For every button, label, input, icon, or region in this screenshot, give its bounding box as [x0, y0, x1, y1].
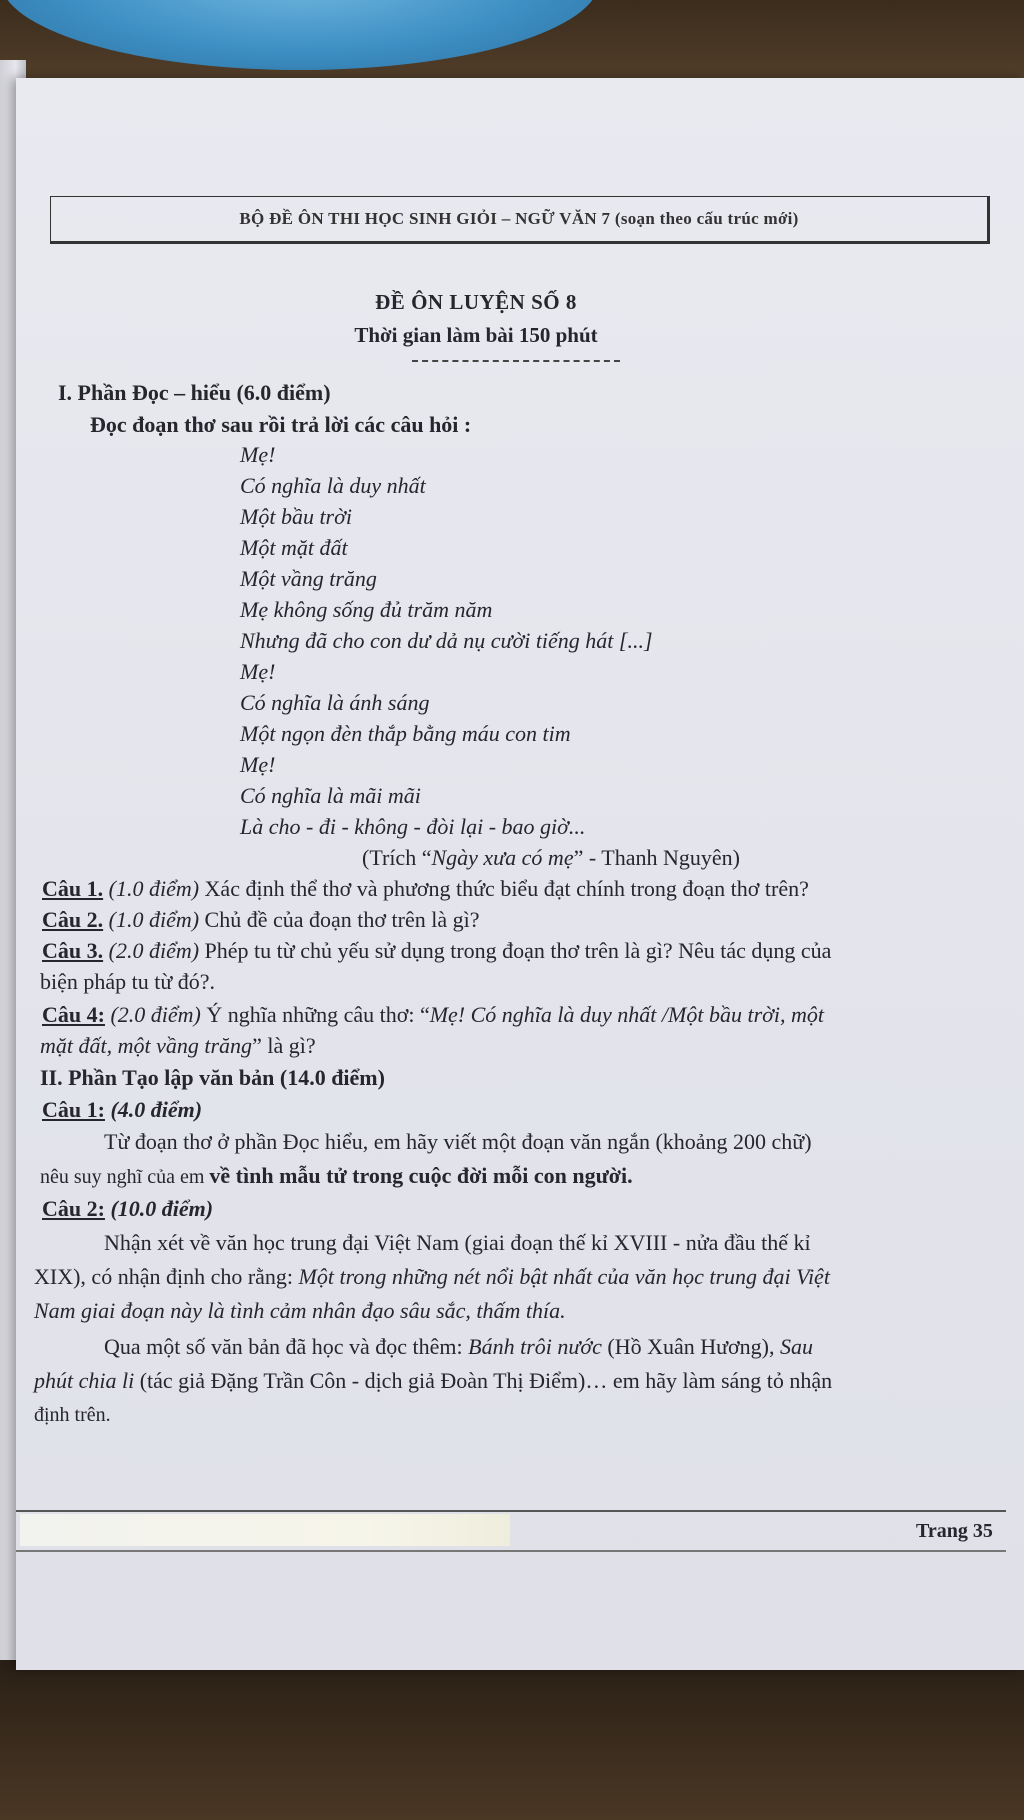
- part2-heading: II. Phần Tạo lập văn bản (14.0 điểm): [40, 1065, 385, 1090]
- poem-line: Mẹ!: [240, 659, 276, 684]
- question-label: Câu 2:: [42, 1196, 105, 1221]
- question-4-continued: [40, 1031, 316, 1061]
- page-header: [50, 196, 990, 244]
- part2-question-2-p2-line3: định trên.: [34, 1404, 111, 1426]
- poem-line: Là cho - đi - không - đòi lại - bao giờ...: [240, 814, 586, 839]
- question-points: (4.0 điểm): [110, 1097, 203, 1122]
- title-divider: [412, 360, 620, 362]
- poem-citation: [362, 843, 740, 873]
- footer-rule-top: [16, 1510, 1006, 1512]
- question-text: XIX), có nhận định cho rằng:: [34, 1264, 299, 1289]
- question-points: (1.0 điểm): [108, 876, 200, 901]
- question-3-continued: biện pháp tu từ đó?.: [40, 969, 216, 994]
- question-2: [42, 905, 479, 935]
- question-emphasis: về tình mẫu tử trong cuộc đời mỗi con người.: [209, 1163, 633, 1188]
- poem-line: Nhưng đã cho con dư dả nụ cười tiếng hát [...]: [240, 628, 653, 653]
- question-text: Qua một số văn bản đã học và đọc thêm:: [104, 1334, 469, 1359]
- part2-question-2-p2-line1: [104, 1332, 813, 1362]
- question-text: Ý nghĩa những câu thơ: “: [206, 1002, 430, 1027]
- question-points: (10.0 điểm): [110, 1196, 214, 1221]
- question-1: [42, 874, 809, 904]
- poem-line: Mẹ!: [240, 442, 276, 467]
- question-text: Phép tu từ chủ yếu sử dụng trong đoạn thơ trên là gì? Nêu tác dụng của: [204, 938, 832, 963]
- part1-heading: I. Phần Đọc – hiểu (6.0 điểm): [58, 380, 331, 405]
- part2-question-2-label: [42, 1194, 213, 1224]
- question-points: (2.0 điểm): [110, 1002, 201, 1027]
- work-title: phút chia li: [34, 1368, 135, 1393]
- exam-title: ĐỀ ÔN LUYỆN SỐ 8: [375, 290, 577, 314]
- question-points: (1.0 điểm): [108, 907, 200, 932]
- poem-line: Mẹ!: [240, 752, 276, 777]
- question-text: (tác giả Đặng Trần Côn - dịch giả Đoàn Thị Điểm)… em hãy làm sáng tỏ nhận: [134, 1368, 833, 1393]
- question-text: Chủ đề của đoạn thơ trên là gì?: [204, 907, 480, 932]
- citation-work: Ngày xưa có mẹ: [431, 845, 574, 870]
- question-label: Câu 3.: [42, 938, 104, 963]
- footer-rule-bottom: [16, 1550, 1006, 1552]
- header-text: BỘ ĐỀ ÔN THI HỌC SINH GIỎI – NGỮ VĂN 7 (soạn theo cấu trúc mới): [239, 209, 799, 228]
- exam-duration: Thời gian làm bài 150 phút: [354, 323, 598, 347]
- question-4: [42, 1000, 824, 1030]
- document-page: [16, 78, 1024, 1670]
- part2-question-2-p1-line1: Nhận xét về văn học trung đại Việt Nam (giai đoạn thế kỉ XVIII - nửa đầu thế kỉ: [104, 1230, 811, 1255]
- part2-question-1-line1: Từ đoạn thơ ở phần Đọc hiểu, em hãy viết một đoạn văn ngắn (khoảng 200 chữ): [104, 1129, 812, 1154]
- question-text: Xác định thể thơ và phương thức biểu đạt chính trong đoạn thơ trên?: [204, 876, 809, 901]
- poem-line: Có nghĩa là ánh sáng: [240, 690, 430, 715]
- poem-line: Một vầng trăng: [240, 566, 377, 591]
- poem-line: Có nghĩa là mãi mãi: [240, 783, 421, 808]
- page-number: Trang 35: [916, 1520, 993, 1542]
- part2-question-1-line2: [40, 1161, 633, 1192]
- question-label: Câu 2.: [42, 907, 104, 932]
- question-text: ” là gì?: [252, 1033, 316, 1058]
- work-title: Bánh trôi nước: [468, 1334, 602, 1359]
- question-quote: mặt đất, một vầng trăng: [40, 1033, 253, 1058]
- poem-line: Một bầu trời: [240, 504, 352, 529]
- question-quote: Mẹ! Có nghĩa là duy nhất /Một bầu trời, một: [429, 1002, 824, 1027]
- poem-line: Một mặt đất: [240, 535, 348, 560]
- question-label: Câu 1.: [42, 876, 104, 901]
- question-text: (Hồ Xuân Hương),: [601, 1334, 781, 1359]
- part2-question-1-label: [42, 1095, 202, 1125]
- footer-highlight: [20, 1514, 510, 1546]
- citation-suffix: ” - Thanh Nguyên): [573, 845, 740, 870]
- question-quote: Một trong những nét nổi bật nhất của văn học trung đại Việt: [298, 1264, 830, 1289]
- question-3: [42, 936, 831, 966]
- work-title: Sau: [780, 1334, 814, 1359]
- question-points: (2.0 điểm): [108, 938, 200, 963]
- part2-question-2-p1-line2: [34, 1262, 830, 1292]
- question-label: Câu 1:: [42, 1097, 105, 1122]
- citation-prefix: (Trích “: [362, 845, 432, 870]
- poem-line: Có nghĩa là duy nhất: [240, 473, 426, 498]
- part2-question-2-p2-line2: [34, 1366, 832, 1396]
- question-label: Câu 4:: [42, 1002, 105, 1027]
- question-text: nêu suy nghĩ của em: [40, 1166, 210, 1188]
- poem-line: Mẹ không sống đủ trăm năm: [240, 597, 493, 622]
- part1-instruction: Đọc đoạn thơ sau rồi trả lời các câu hỏi :: [90, 412, 472, 437]
- poem-line: Một ngọn đèn thắp bằng máu con tim: [240, 721, 571, 746]
- part2-question-2-p1-line3: Nam giai đoạn này là tình cảm nhân đạo sâu sắc, thấm thía.: [34, 1298, 566, 1323]
- background-table: [0, 1660, 1024, 1820]
